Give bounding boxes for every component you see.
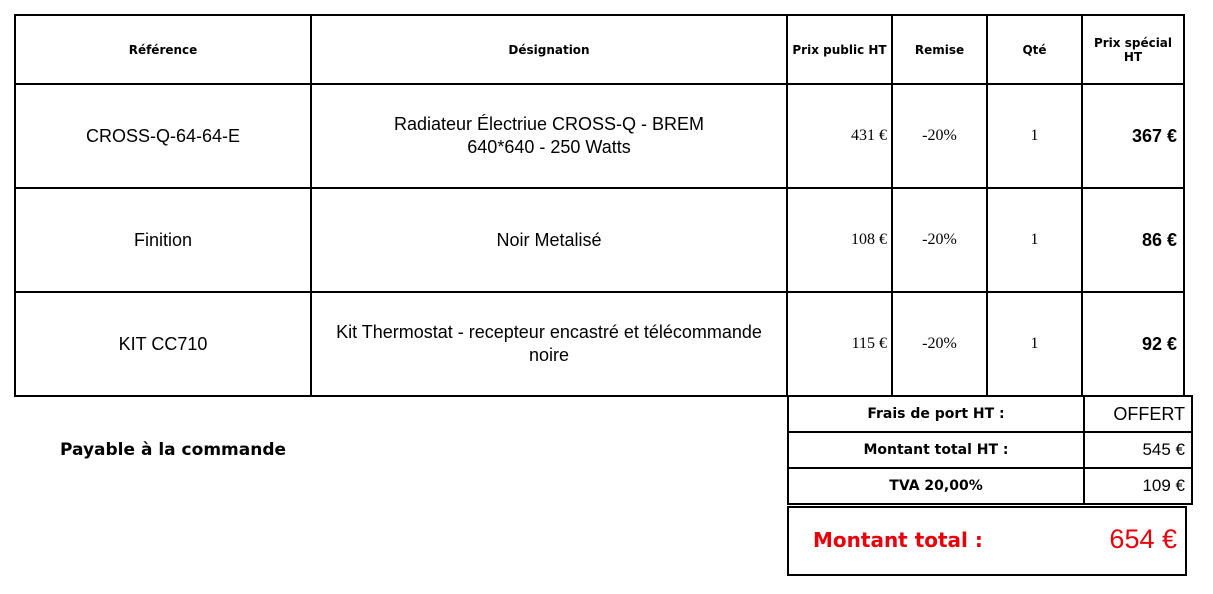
table-row xyxy=(15,84,1184,188)
designation-line: noire xyxy=(528,345,570,365)
cell-designation xyxy=(311,292,787,396)
totals-row-shipping xyxy=(788,396,1192,432)
header-designation: Désignation xyxy=(311,15,787,84)
cell-prix-public: 115 € xyxy=(787,292,892,396)
cell-prix-public: 431 € xyxy=(787,84,892,188)
cell-reference: Finition xyxy=(15,188,311,292)
shipping-label: Frais de port HT : xyxy=(788,396,1084,432)
designation-line: Radiateur Électriue CROSS-Q - BREM xyxy=(393,114,705,134)
grand-total-label: Montant total : xyxy=(813,528,983,552)
header-qte: Qté xyxy=(987,15,1082,84)
total-ht-value: 545 € xyxy=(1084,432,1192,468)
cell-prix-special: 86 € xyxy=(1082,188,1184,292)
cell-reference: KIT CC710 xyxy=(15,292,311,396)
header-reference: Référence xyxy=(15,15,311,84)
tva-value: 109 € xyxy=(1084,468,1192,504)
designation-line: Noir Metalisé xyxy=(496,229,602,250)
totals-table xyxy=(787,395,1193,505)
cell-reference: CROSS-Q-64-64-E xyxy=(15,84,311,188)
cell-designation xyxy=(311,84,787,188)
total-ht-label: Montant total HT : xyxy=(788,432,1084,468)
quote-table xyxy=(14,14,1185,397)
table-row xyxy=(15,292,1184,396)
grand-total-box xyxy=(787,506,1187,576)
grand-total-value: 654 € xyxy=(1109,524,1177,554)
header-row xyxy=(15,15,1184,84)
header-prix-public: Prix public HT xyxy=(787,15,892,84)
cell-designation xyxy=(311,188,787,292)
cell-qte: 1 xyxy=(987,292,1082,396)
totals-row-ht xyxy=(788,432,1192,468)
header-prix-special: Prix spécial HT xyxy=(1082,15,1184,84)
cell-prix-public: 108 € xyxy=(787,188,892,292)
header-remise: Remise xyxy=(892,15,987,84)
payment-note: Payable à la commande xyxy=(60,440,287,460)
cell-remise: -20% xyxy=(892,84,987,188)
designation-line: Kit Thermostat - recepteur encastré et télécommande xyxy=(336,322,762,342)
tva-label: TVA 20,00% xyxy=(788,468,1084,504)
cell-qte: 1 xyxy=(987,188,1082,292)
cell-prix-special: 92 € xyxy=(1082,292,1184,396)
table-row xyxy=(15,188,1184,292)
cell-remise: -20% xyxy=(892,292,987,396)
designation-line: 640*640 - 250 Watts xyxy=(467,137,631,157)
cell-prix-special: 367 € xyxy=(1082,84,1184,188)
cell-remise: -20% xyxy=(892,188,987,292)
totals-row-tva xyxy=(788,468,1192,504)
cell-qte: 1 xyxy=(987,84,1082,188)
shipping-value: OFFERT xyxy=(1084,396,1192,432)
